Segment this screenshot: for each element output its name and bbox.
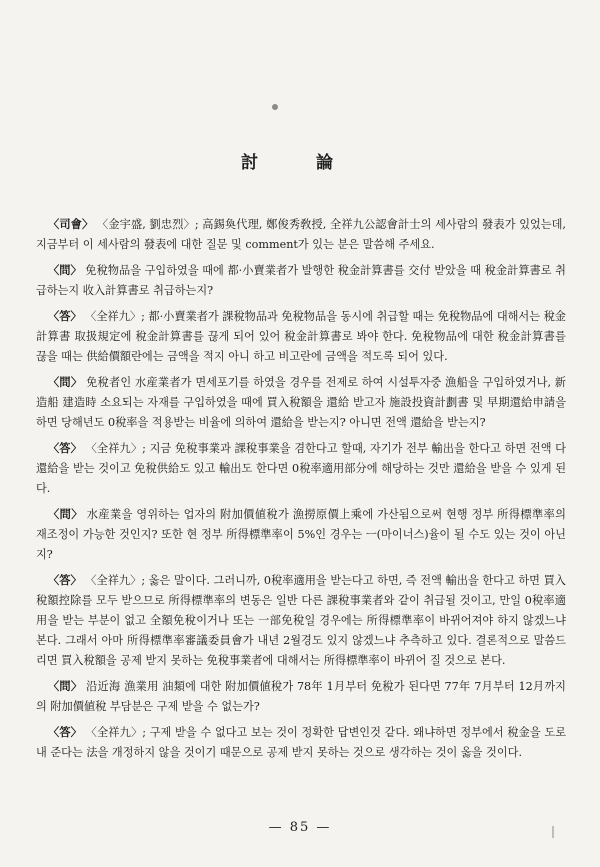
discussion-paragraph: [36, 306, 566, 368]
page-number: — 85 —: [268, 820, 332, 835]
paragraph-text: 〈全祥九〉; 지금 免稅事業과 課稅事業을 겸한다고 할때, 자기가 전부 輸出을 한다고 하면 전액 다 還給을 받는 것이고 免稅供給도 있고 輸出도 한다면 0稅率適用部分에 해당하는 것만 還給을 받을 수 있게 된다.: [36, 441, 566, 495]
ink-dot: [272, 104, 278, 110]
paragraph-text: 〈全祥九〉; 구제 받을 수 없다고 보는 것이 정확한 답변인것 같다. 왜냐하면 정부에서 稅金을 도로 내 준다는 法을 개정하지 않을 것이기 때문으로 공제 받지 못하는 것으로 생각하는 것이 옳을 것이다.: [36, 725, 567, 759]
paragraph-text: 〈全祥九〉; 都·小賣業者가 課稅物品과 免稅物品을 동시에 취급할 때는 免稅物品에 대해서는 稅金計算書 取扱規定에 稅金計算書를 끊게 되어 있어 稅金計算書로 봐야 한다. 免稅物品에 대한 稅金計算書를 끊을 때는 供給價額란에는 금액을 적지 아니 하고 비고란에 금액을 적도록 되어 있다.: [36, 309, 566, 363]
paragraph-text: 免稅物品을 구입하였을 때에 都·小賣業者가 발행한 稅金計算書를 交付 받았을 때 稅金計算書로 취급하는지 收入計算書로 취급하는지?: [36, 263, 566, 297]
speaker-label: 〈答〉: [48, 308, 82, 323]
discussion-paragraph: [36, 570, 566, 672]
discussion-paragraph: [36, 372, 566, 434]
ink-smudge: [552, 826, 554, 838]
paragraph-text: 〈金宇盛, 劉忠烈〉; 高錫奐代理, 鄭俊秀敎授, 全祥九公認會計士의 세사람의 發表가 있었는데, 지금부터 이 세사람의 發表에 대한 질문 및 comment가 있는 분은 말씀해 주세요.: [36, 218, 566, 252]
discussion-paragraph: [36, 214, 566, 255]
speaker-label: 〈司會〉: [48, 217, 94, 231]
discussion-paragraph: [36, 722, 566, 763]
speaker-label: 〈答〉: [48, 440, 82, 455]
speaker-label: 〈答〉: [48, 572, 82, 587]
discussion-body: [36, 214, 566, 768]
speaker-label: 〈答〉: [48, 724, 82, 739]
discussion-paragraph: [36, 438, 566, 500]
paragraph-text: 〈全祥九〉; 옳은 말이다. 그러니까, 0稅率適用을 받는다고 하면, 즉 전액 輸出을 한다고 하면 買入稅額控除를 모두 받으므로 所得標準率의 변동은 일반 다른 課稅事業者와 같이 취급될 것이고, 만일 0稅率適用을 받는 부분이 없고 全額免稅이거나 또는 一部免稅일 경우에는 所得標準率이 바뀌어져야 하지 않겠느냐 본다. 그래서 아마 所得標準率審議委員會가 내년 2월경도 있지 않겠느냐 추측하고 있다. 결론적으로 말씀드리면 買入稅額을 공제 받지 못하는 免稅事業者에 대해서는 所得標準率이 바뀌어 질 것으로 본다.: [36, 573, 566, 668]
paragraph-text: 水産業을 영위하는 업자의 附加價値稅가 漁撈原價上乘에 가산됨으로써 현행 정부 所得標準率의 재조정이 가능한 것인지? 또한 현 정부 所得標準率이 5%인 경우는 ㅡ(마이너스)율이 될 수도 있는 것이 아닌지?: [36, 507, 566, 561]
page-title: 討 論: [241, 153, 359, 173]
discussion-paragraph: [36, 260, 566, 301]
paragraph-text: 免稅者인 水産業者가 면세포기를 하였을 경우를 전제로 하여 시설투자중 漁船을 구입하였거나, 新造船 建造時 소요되는 자재를 구입하였을 때에 買入稅額을 還給 받고자 施設投資計劃書 및 早期還給申請을 하면 당해년도 0稅率을 적용받는 비율에 의하여 還給을 받는지? 아니면 전액 還給을 받는지?: [36, 375, 566, 429]
speaker-label: 〈問〉: [48, 506, 83, 521]
paragraph-text: 沿近海 漁業用 油類에 대한 附加價値稅가 78年 1月부터 免稅가 된다면 77年 7月부터 12月까지의 附加價値稅 부담분은 구제 받을 수 없는가?: [36, 680, 566, 714]
speaker-label: 〈問〉: [48, 679, 83, 693]
discussion-paragraph: [36, 676, 566, 717]
discussion-paragraph: [36, 504, 566, 566]
speaker-label: 〈問〉: [48, 262, 82, 277]
speaker-label: 〈問〉: [48, 374, 83, 389]
